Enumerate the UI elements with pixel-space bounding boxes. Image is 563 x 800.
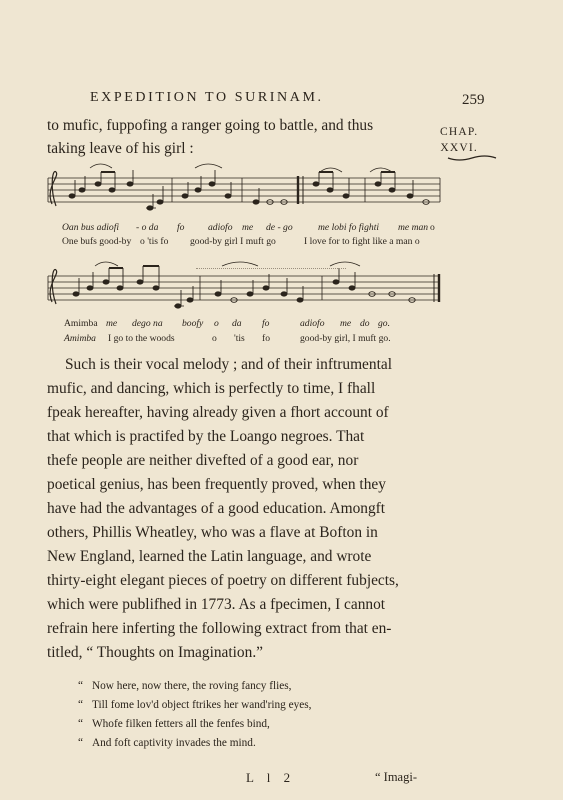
- lyric: do: [360, 318, 370, 329]
- poem-line-text: Now here, now there, the roving fancy flies,: [92, 680, 292, 692]
- lyric: adiofo: [208, 222, 233, 233]
- quote-mark: “: [78, 699, 84, 711]
- lyric: good-by girl, I muft go.: [300, 333, 391, 344]
- paragraph-line: refrain here inferting the following extract from that en-: [47, 620, 392, 637]
- chap-label: CHAP.: [440, 126, 479, 138]
- paragraph-line: New England, learned the Latin language, and wrote: [47, 548, 372, 565]
- lyric: de - go: [266, 222, 293, 233]
- catchword: “ Imagi-: [375, 770, 417, 784]
- staff-2-notes: [73, 266, 415, 308]
- paragraph-line: Such is their vocal melody ; and of their inftrumental: [65, 356, 392, 373]
- lyric: o: [430, 222, 435, 233]
- paragraph-line: others, Phillis Wheatley, who was a flave at Bofton in: [47, 524, 378, 541]
- paragraph-line: which were publifhed in 1773. As a fpecimen, I cannot: [47, 596, 386, 613]
- lyric: I love for to fight like a man o: [304, 236, 420, 247]
- poem-line-4-holder: [78, 737, 256, 749]
- poem-line: [78, 718, 270, 730]
- quote-mark: “: [78, 737, 84, 749]
- poem-line-text: Whofe filken fetters all the fenfes bind,: [92, 718, 270, 730]
- lyric: boofy: [182, 318, 204, 329]
- poem-line-text: And foft captivity invades the mind.: [92, 737, 256, 749]
- lyric: me: [106, 318, 118, 329]
- lyric: One bufs good-by: [62, 236, 132, 247]
- chap-number: XXVI.: [440, 142, 478, 154]
- poem-line-text: Till fome lov'd object ftrikes her wand'ring eyes,: [92, 699, 312, 711]
- lyric: good-by girl I muft go: [190, 236, 276, 247]
- lyric: me man: [398, 222, 429, 233]
- lyric: me: [340, 318, 352, 329]
- page-number: 259: [462, 92, 485, 108]
- paragraph-line: thefe people are neither divefted of a good ear, nor: [47, 452, 359, 469]
- lyric: o 'tis fo: [140, 236, 169, 247]
- intro-line-2: taking leave of his girl :: [47, 140, 194, 157]
- paragraph-line: poetical genius, has been frequently proved, when they: [47, 476, 386, 493]
- quote-mark: “: [78, 680, 84, 692]
- lyric: Amimba: [64, 318, 98, 329]
- paragraph-line: mufic, and dancing, which is perfectly to time, I fhall: [47, 380, 376, 397]
- poem-line: [78, 680, 292, 692]
- paragraph-line: fpeak hereafter, having already given a fhort account of: [47, 404, 389, 421]
- running-head: EXPEDITION TO SURINAM.: [90, 90, 324, 105]
- lyric: me lobi fo fighti: [318, 222, 380, 233]
- signature-mark: L l 2: [246, 770, 296, 785]
- lyric: da: [232, 318, 242, 329]
- quote-mark: “: [78, 718, 84, 730]
- paragraph-line: thirty-eight elegant pieces of poetry on different fubjects,: [47, 572, 399, 589]
- lyric: me: [242, 222, 254, 233]
- lyric: Amimba: [64, 333, 96, 344]
- lyric: go.: [378, 318, 390, 329]
- lyric: adiofo: [300, 318, 325, 329]
- lyric: Oan bus adiofi: [62, 222, 120, 233]
- lyric: fo: [262, 318, 270, 329]
- intro-line-1: to mufic, fuppofing a ranger going to battle, and thus: [47, 117, 374, 134]
- lyric: o: [214, 318, 219, 329]
- lyric: - o da: [136, 222, 159, 233]
- section-rule: [196, 268, 346, 269]
- lyric: fo: [177, 222, 185, 233]
- lyric: fo: [262, 333, 270, 344]
- paragraph-line: have had the advantages of a good education. Amongft: [47, 500, 386, 517]
- paragraph-line: titled, “ Thoughts on Imagination.”: [47, 644, 264, 661]
- paragraph-line: that which is practifed by the Loango negroes. That: [47, 428, 365, 445]
- music-score: [0, 0, 563, 360]
- lyric: 'tis: [234, 333, 245, 344]
- poem-line: [78, 699, 312, 711]
- lyric: I go to the woods: [108, 333, 175, 344]
- lyric: dego na: [132, 318, 163, 329]
- lyric: o: [212, 333, 217, 344]
